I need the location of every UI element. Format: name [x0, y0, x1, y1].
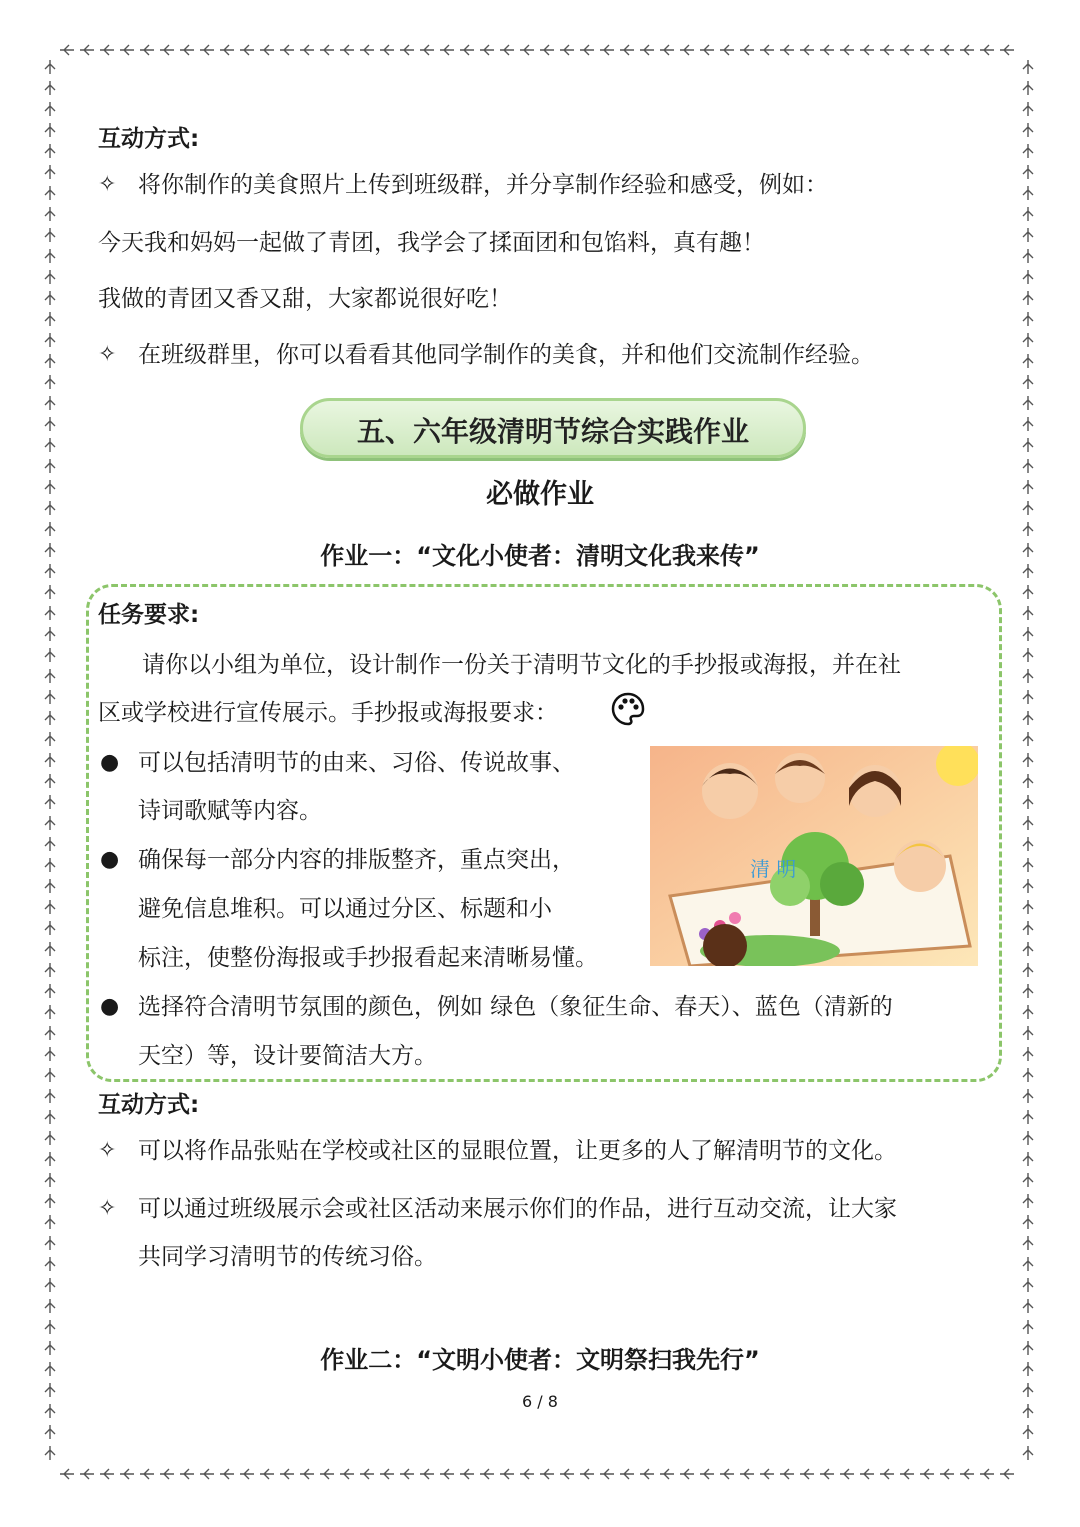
example-line: 今天我和妈妈一起做了青团，我学会了揉面团和包馅料，真有趣！ [98, 230, 765, 256]
section-title: 五、六年级清明节综合实践作业 [356, 415, 749, 448]
task-intro: 区或学校进行宣传展示。手抄报或海报要求： [98, 700, 558, 726]
dot-bullet-icon: ● [100, 750, 120, 775]
requirement-line: 选择符合清明节氛围的颜色，例如 绿色（象征生命、春天）、蓝色（清新的 [138, 994, 893, 1020]
requirement-line: 可以包括清明节的由来、习俗、传说故事、 [138, 750, 575, 776]
dot-bullet-icon: ● [100, 994, 120, 1019]
example-line: 我做的青团又香又甜，大家都说很好吃！ [98, 286, 512, 312]
task1-title: 作业一：“文化小使者：清明文化我来传” [320, 542, 760, 570]
border-top-ornament [60, 38, 1020, 62]
interaction-item: 将你制作的美食照片上传到班级群，并分享制作经验和感受，例如： [138, 172, 828, 198]
task-intro: 请你以小组为单位，设计制作一份关于清明节文化的手抄报或海报，并在社 [142, 652, 901, 678]
poster-text: 清 明 [750, 857, 797, 881]
requirement-line: 标注，使整份海报或手抄报看起来清晰易懂。 [138, 945, 598, 971]
interaction-item: 可以通过班级展示会或社区活动来展示你们的作品，进行互动交流，让大家 [138, 1196, 897, 1222]
requirement-line: 天空）等，设计要简洁大方。 [138, 1043, 437, 1069]
dot-bullet-icon: ● [100, 847, 120, 872]
requirement-line: 确保每一部分内容的排版整齐，重点突出， [138, 847, 575, 873]
required-heading: 必做作业 [486, 479, 594, 510]
requirement-line: 避免信息堆积。可以通过分区、标题和小 [138, 896, 552, 922]
interaction-heading: 互动方式: [98, 126, 200, 152]
task2-title: 作业二：“文明小使者：文明祭扫我先行” [320, 1346, 760, 1374]
border-right-ornament [1016, 60, 1040, 1465]
page-number: 6 / 8 [522, 1392, 558, 1411]
section-banner [300, 398, 806, 458]
interaction-item: 可以将作品张贴在学校或社区的显眼位置，让更多的人了解清明节的文化。 [138, 1138, 897, 1164]
task-heading: 任务要求: [98, 602, 200, 628]
border-left-ornament [38, 60, 62, 1465]
requirement-line: 诗词歌赋等内容。 [138, 798, 322, 824]
children-drawing-illustration [650, 746, 978, 966]
sparkle-bullet-icon: ✧ [98, 342, 117, 367]
palette-icon [610, 691, 646, 727]
interaction-heading: 互动方式: [98, 1092, 200, 1118]
interaction-item: 共同学习清明节的传统习俗。 [138, 1244, 437, 1270]
sparkle-bullet-icon: ✧ [98, 172, 117, 197]
border-bottom-ornament [60, 1462, 1020, 1486]
sparkle-bullet-icon: ✧ [98, 1138, 117, 1163]
sparkle-bullet-icon: ✧ [98, 1196, 117, 1221]
interaction-item: 在班级群里，你可以看看其他同学制作的美食，并和他们交流制作经验。 [138, 342, 874, 368]
